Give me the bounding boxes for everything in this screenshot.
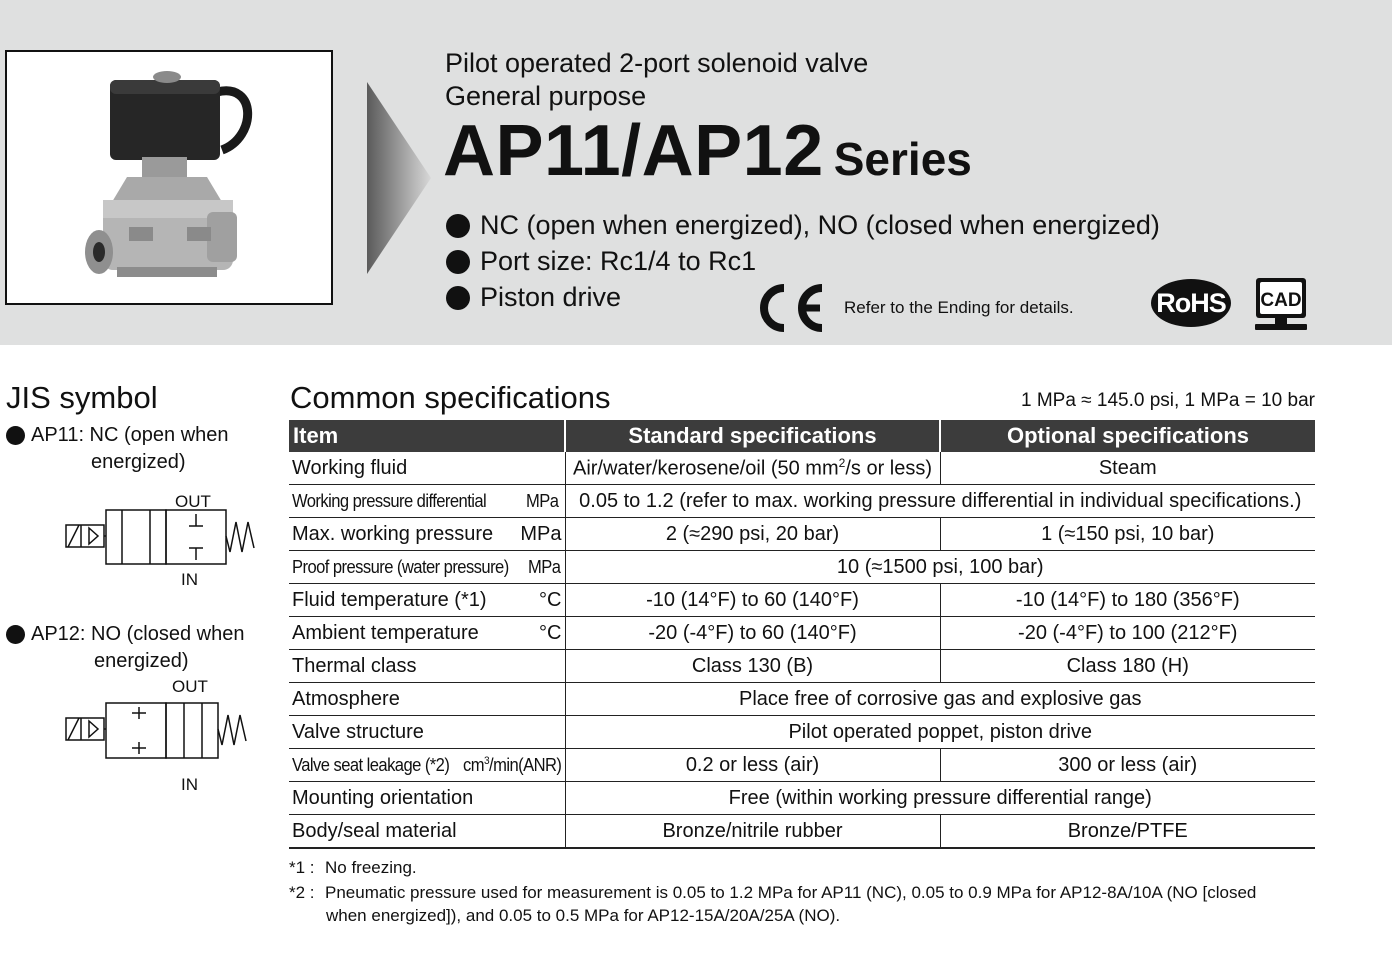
product-subtitle-2: General purpose — [445, 81, 647, 111]
row-item: Proof pressure (water pressure) MPa — [289, 551, 565, 584]
row-optional: 1 (≈150 psi, 10 bar) — [940, 518, 1315, 551]
row-optional: -10 (14°F) to 180 (356°F) — [940, 584, 1315, 617]
row-standard: 0.2 or less (air) — [565, 749, 940, 782]
table-row — [289, 815, 1315, 849]
row-standard: Class 130 (B) — [565, 650, 940, 683]
row-merged-value: Pilot operated poppet, piston drive — [565, 716, 1315, 749]
row-merged-value: 10 (≈1500 psi, 100 bar) — [565, 551, 1315, 584]
row-item: Working fluid — [289, 452, 565, 485]
table-row — [289, 782, 1315, 815]
row-item: Mounting orientation — [289, 782, 565, 815]
specs-table — [289, 420, 1315, 849]
series-suffix: Series — [833, 133, 972, 185]
jis-ap12-out-label: OUT — [172, 677, 208, 696]
header-band — [0, 0, 1392, 345]
row-optional: -20 (-4°F) to 100 (212°F) — [940, 617, 1315, 650]
solenoid-valve-image — [7, 52, 331, 303]
jis-symbol-nc-diagram — [64, 508, 260, 568]
jis-ap11-label-cont: energized) — [91, 451, 186, 473]
cad-badge-text: CAD — [1260, 290, 1302, 311]
row-item: Valve structure — [289, 716, 565, 749]
table-row — [289, 518, 1315, 551]
jis-symbol-no-diagram — [64, 700, 260, 762]
row-item: Body/seal material — [289, 815, 565, 849]
table-row — [289, 617, 1315, 650]
column-header-item: Item — [289, 420, 565, 452]
table-row — [289, 485, 1315, 518]
jis-ap11-in-label: IN — [181, 570, 198, 589]
table-row — [289, 749, 1315, 782]
product-photo — [5, 50, 333, 305]
footnote-2: *2 : Pneumatic pressure used for measurement is 0.05 to 1.2 MPa for AP11 (NC), 0.05 to 0.9 MPa for AP12-8A/10A (NO [closed — [289, 883, 1257, 902]
specs-heading: Common specifications — [290, 380, 611, 415]
feature-text: Port size: Rc1/4 to Rc1 — [480, 246, 757, 276]
table-row — [289, 650, 1315, 683]
ce-mark-icon — [752, 282, 826, 334]
row-optional: Steam — [940, 452, 1315, 485]
specs-header-row — [289, 420, 1315, 452]
row-merged-value: 0.05 to 1.2 (refer to max. working pressure differential in individual specifications.) — [565, 485, 1315, 518]
rohs-badge: RoHS — [1151, 279, 1231, 327]
series-title — [443, 110, 972, 192]
row-merged-value: Place free of corrosive gas and explosive gas — [565, 683, 1315, 716]
row-item: Fluid temperature (*1) °C — [289, 584, 565, 617]
unit-conversion-note: 1 MPa ≈ 145.0 psi, 1 MPa = 10 bar — [1020, 390, 1315, 411]
row-standard: 2 (≈290 psi, 20 bar) — [565, 518, 940, 551]
row-standard: Bronze/nitrile rubber — [565, 815, 940, 849]
footnote-2-cont: when energized]), and 0.05 to 0.5 MPa for AP12-15A/20A/25A (NO). — [326, 906, 841, 925]
bullet-icon — [446, 250, 470, 274]
row-item: Max. working pressure MPa — [289, 518, 565, 551]
row-item: Thermal class — [289, 650, 565, 683]
row-standard: Air/water/kerosene/oil (50 $mm^2/s$ or less) — [565, 452, 940, 485]
jis-ap12-label-cont: energized) — [94, 650, 189, 672]
jis-ap11-label: AP11: NC (open when — [6, 424, 229, 447]
bullet-icon — [6, 426, 25, 445]
refer-note: Refer to the Ending for details. — [844, 298, 1074, 317]
jis-ap12-label: AP12: NO (closed when — [6, 623, 244, 646]
table-row — [289, 584, 1315, 617]
footnote-1: *1 : No freezing. — [289, 858, 417, 877]
row-optional: Bronze/PTFE — [940, 815, 1315, 849]
cad-badge-icon — [1253, 276, 1309, 332]
row-standard: -20 (-4°F) to 60 (140°F) — [565, 617, 940, 650]
table-row — [289, 716, 1315, 749]
table-row — [289, 551, 1315, 584]
jis-symbol-heading: JIS symbol — [6, 380, 158, 415]
feature-item — [446, 210, 1160, 241]
table-row — [289, 683, 1315, 716]
row-optional: Class 180 (H) — [940, 650, 1315, 683]
feature-item — [446, 282, 621, 313]
row-item: Valve seat leakage (*2) $cm^3/\min(ANR)$ — [289, 749, 565, 782]
row-merged-value: Free (within working pressure differential range) — [565, 782, 1315, 815]
jis-ap11-out-label: OUT — [175, 492, 211, 511]
product-subtitle-1: Pilot operated 2-port solenoid valve — [445, 48, 869, 78]
series-name: AP11/AP12 — [443, 111, 824, 191]
row-item: Working pressure differential MPa — [289, 485, 565, 518]
table-row — [289, 452, 1315, 485]
column-header-standard: Standard specifications — [565, 420, 940, 452]
feature-item — [446, 246, 756, 277]
row-item: Ambient temperature °C — [289, 617, 565, 650]
bullet-icon — [6, 625, 25, 644]
feature-text: Piston drive — [480, 282, 622, 312]
pointer-arrow-icon — [367, 82, 431, 274]
jis-ap12-in-label: IN — [181, 775, 198, 794]
row-optional: 300 or less (air) — [940, 749, 1315, 782]
feature-text: NC (open when energized), NO (closed when energized) — [480, 210, 1160, 240]
bullet-icon — [446, 286, 470, 310]
row-standard: -10 (14°F) to 60 (140°F) — [565, 584, 940, 617]
column-header-optional: Optional specifications — [940, 420, 1315, 452]
bullet-icon — [446, 214, 470, 238]
row-item: Atmosphere — [289, 683, 565, 716]
